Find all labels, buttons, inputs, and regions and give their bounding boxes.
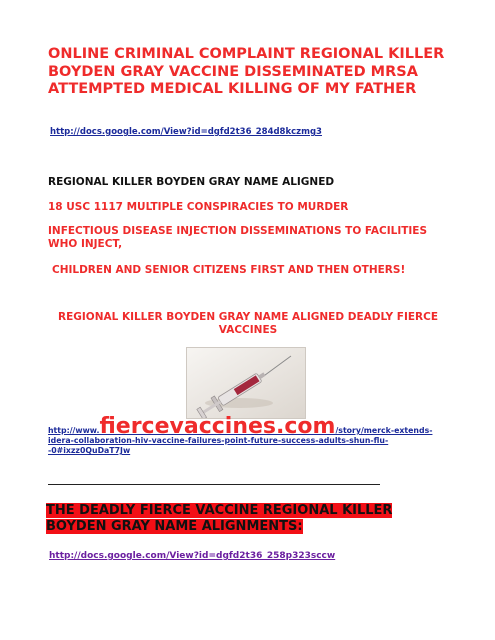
syringe-photo (186, 347, 306, 419)
fiercevaccines-brand: fiercevaccines.com (99, 414, 336, 439)
link-prefix: http://www. (48, 426, 100, 435)
usc-conspiracy-line: 18 USC 1117 MULTIPLE CONSPIRACIES TO MURDER (48, 201, 349, 213)
children-seniors-line: CHILDREN AND SENIOR CITIZENS FIRST AND THEN OTHERS! (52, 264, 406, 276)
fiercevaccines-link[interactable] (48, 414, 433, 455)
deadly-vaccines-heading: REGIONAL KILLER BOYDEN GRAY NAME ALIGNED DEADLY FIERCE VACCINES (57, 311, 438, 336)
infectious-disease-line: INFECTIOUS DISEASE INJECTION DISSEMINATIONS TO FACILITIES WHO INJECT, (48, 225, 428, 250)
fiercevaccines-link-block (48, 414, 440, 456)
page-title: ONLINE CRIMINAL COMPLAINT REGIONAL KILLER BOYDEN GRAY VACCINE DISSEMINATED MRSA ATTEMPTED MEDICAL KILLING OF MY FATHER (48, 46, 445, 97)
highlighted-heading-text: THE DEADLY FIERCE VACCINE REGIONAL KILLER BOYDEN GRAY NAME ALIGNMENTS: (46, 503, 393, 534)
name-alignments-heading (46, 503, 446, 535)
google-docs-link-2[interactable]: http://docs.google.com/View?id=dgfd2t36_258p323sccw (49, 551, 336, 561)
divider-line (48, 484, 380, 485)
name-aligned-heading: REGIONAL KILLER BOYDEN GRAY NAME ALIGNED (48, 176, 335, 188)
syringe-icon (187, 348, 305, 418)
google-docs-link-1[interactable]: http://docs.google.com/View?id=dgfd2t36_284d8kczmg3 (50, 127, 322, 137)
link-suffix: /story/merck-extends-idera-collaboration-hiv-vaccine-failures-point-future-success-adults-shun-flu--0#ixzz0QuDaT7Jw (48, 426, 433, 455)
